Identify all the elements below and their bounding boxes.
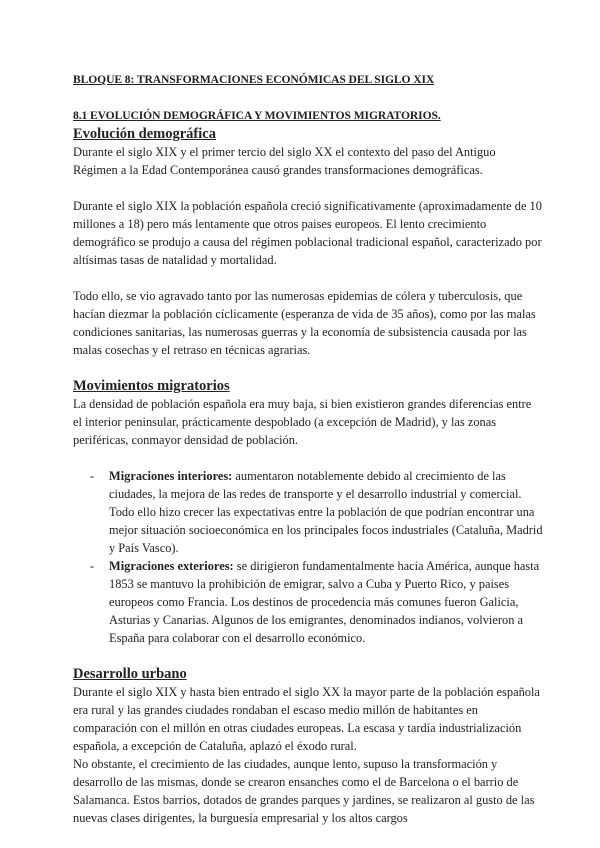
term-migraciones-exteriores: Migraciones exteriores: xyxy=(109,559,234,573)
paragraph-desarrollo-1: Durante el siglo XIX y hasta bien entrado el siglo XX la mayor parte de la población española era rural y las grandes ciudades rondaban el escaso medio millón de habitantes en comparación con el millón en otras ciudades europeas. La escasa y tardía industrialización española, a excepción de Cataluña, aplazó el éxodo rural. xyxy=(73,685,540,753)
paragraph-evolucion-3: Todo ello, se vio agravado tanto por las numerosas epidemias de cólera y tuberculosis, que hacían diezmar la población cíclicamente (esperanza de vida de 35 años), como por las malas condiciones sanitarias, las numerosas guerras y la economía de subsistencia causada por las malas cosechas y el retraso en técnicas agrarias. xyxy=(73,289,536,357)
document-page xyxy=(73,71,543,827)
term-migraciones-interiores: Migraciones interiores: xyxy=(109,469,233,483)
bullet-dash: - xyxy=(90,559,95,573)
paragraph-desarrollo-2: No obstante, el crecimiento de las ciudades, aunque lento, supuso la transformación y desarrollo de las mismas, donde se crearon ensanches como el de Barcelona o el barrio de Salamanca. Estos barrios, dotados de grandes parques y jardines, se realizaron al gusto de las nuevas clases dirigentes, la burguesía empresarial y los altos cargos xyxy=(73,757,535,825)
subtitle-desarrollo-urbano: Desarrollo urbano xyxy=(73,666,187,682)
subtitle-movimientos-migratorios: Movimientos migratorios xyxy=(73,378,230,394)
text-migraciones-interiores: aumentaron notablemente debido al crecimiento de las ciudades, la mejora de las redes de transporte y el desarrollo industrial y comercial. Todo ello hizo crecer las expectativas entre la población de que podrían encontrar una mejor situación socioeconómica en los principales focos industriales (Cataluña, Madrid y País Vasco). xyxy=(109,469,543,555)
text-migraciones-exteriores: se dirigieron fundamentalmente hacia América, aunque hasta 1853 se mantuvo la prohibición de emigrar, salvo a Cuba y Puerto Rico, y paises europeos como Francia. Los destinos de procedencia más comunes fueron Galicia, Asturias y Canarias. Algunos de los emigrantes, denominados indianos, volvieron a España para colaborar con el desarrollo económico. xyxy=(109,559,540,645)
list-item-migraciones-interiores xyxy=(73,467,543,557)
migration-list xyxy=(73,467,543,647)
bullet-dash: - xyxy=(90,469,95,483)
subtitle-evolucion-demografica: Evolución demográfica xyxy=(73,126,216,142)
paragraph-evolucion-2: Durante el siglo XIX la población española creció significativamente (aproximadamente de 10 millones a 18) pero más lentamente que otros paises europeos. El lento crecimiento demográfico se produjo a causa del régimen poblacional tradicional español, caracterizado por altísimas tasas de natalidad y mortalidad. xyxy=(73,199,542,267)
paragraph-evolucion-1: Durante el siglo XIX y el primer tercio del siglo XX el contexto del paso del Antiguo Régimen a la Edad Contemporánea causó grandes transformaciones demográficas. xyxy=(73,145,496,177)
list-item-migraciones-exteriores xyxy=(73,557,543,647)
paragraph-movimientos-1: La densidad de población española era muy baja, si bien existieron grandes diferencias entre el interior peninsular, prácticamente despoblado (a excepción de Madrid), y las zonas periféricas, conmayor densidad de población. xyxy=(73,397,532,447)
section-title: 8.1 EVOLUCIÓN DEMOGRÁFICA Y MOVIMIENTOS MIGRATORIOS. xyxy=(73,109,441,122)
document-title: BLOQUE 8: TRANSFORMACIONES ECONÓMICAS DEL SIGLO XIX xyxy=(73,73,435,86)
